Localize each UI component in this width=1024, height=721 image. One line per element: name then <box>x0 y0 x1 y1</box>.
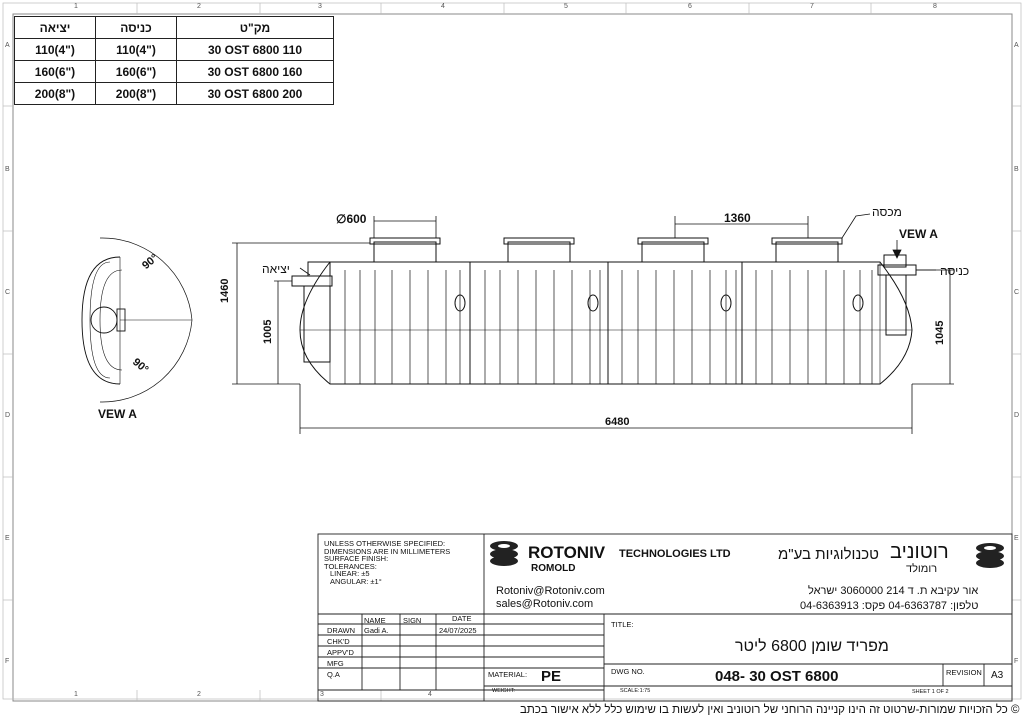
revision-label: REVISION <box>946 668 982 677</box>
sheet-label: SHEET 1 OF 2 <box>912 689 949 695</box>
zone-row-c: C <box>5 289 11 296</box>
diameter-value: 600 <box>346 212 367 226</box>
zone-col-5: 5 <box>564 3 568 10</box>
company-sub-he: רומולד <box>906 563 938 575</box>
weight-label: WEIGHT: <box>492 688 515 694</box>
note-line: UNLESS OTHERWISE SPECIFIED: <box>324 539 446 548</box>
note-line: SURFACE FINISH: <box>324 554 389 564</box>
view-a-title: VEW A <box>98 407 137 421</box>
company-sub-en: ROMOLD <box>531 563 576 574</box>
title-label: TITLE: <box>611 620 634 629</box>
drawn-date: 24/07/2025 <box>439 626 477 635</box>
cover-label: מכסה <box>872 205 902 219</box>
cell-outlet: 160(6") <box>15 61 96 83</box>
revision-value: A3 <box>991 670 1004 681</box>
angle-bottom-label: 90° <box>130 356 151 376</box>
zone-col-3: 3 <box>318 3 322 10</box>
angle-top-label: 90° <box>140 252 161 272</box>
zone-col-1-bottom: 1 <box>74 691 78 698</box>
row-drawn: DRAWN <box>327 626 356 635</box>
zone-col-2: 2 <box>197 3 201 10</box>
zone-col-4-bottom: 4 <box>428 691 432 698</box>
email-sales[interactable]: sales@Rotoniv.com <box>496 598 594 610</box>
cell-sku: 30 OST 6800 200 <box>177 83 334 105</box>
row-checked: CHK'D <box>327 637 350 646</box>
cell-sku: 30 OST 6800 110 <box>177 39 334 61</box>
copyright-notice: © כל הזכויות שמורות-שרטוט זה הינו קניינה הרוחני של רוטוניב ואין לעשות בו שימוש כלל ללא אישור בכתב <box>520 704 1020 716</box>
header-inlet: כניסה <box>96 17 177 39</box>
material-label: MATERIAL: <box>488 670 528 679</box>
company-name-en: ROTONIV <box>528 543 606 562</box>
inlet-height-label: 1045 <box>934 320 946 345</box>
note-line: ANGULAR: ±1° <box>330 576 382 586</box>
zone-col-4: 4 <box>441 3 445 10</box>
rotoniv-he-logo-icon <box>976 543 1004 568</box>
view-a-callout: VEW A <box>899 227 938 241</box>
cell-sku: 30 OST 6800 160 <box>177 61 334 83</box>
zone-row-b-right: B <box>1014 166 1019 173</box>
cell-inlet: 110(4") <box>96 39 177 61</box>
company-suffix-he: טכנולוגיות בע"מ <box>778 546 879 563</box>
diameter-symbol: ∅ <box>336 212 347 226</box>
phone-fax-he: טלפון: 04-6363787 פקס: 04-6363913 <box>800 600 979 612</box>
dwg-no-label: DWG NO. <box>611 667 645 676</box>
company-suffix-en: TECHNOLOGIES LTD <box>619 548 731 560</box>
drawn-by-name: Gadi A. <box>364 626 389 635</box>
zone-row-f-right: F <box>1014 658 1019 665</box>
zone-row-e: E <box>5 535 10 542</box>
row-approved: APPV'D <box>327 648 354 657</box>
length-label: 6480 <box>605 416 630 428</box>
zone-row-a-right: A <box>1014 42 1019 49</box>
zone-col-6: 6 <box>688 3 692 10</box>
outlet-height-label: 1005 <box>262 319 274 344</box>
title-value: מפריד שומן 6800 ליטר <box>735 638 889 655</box>
col-name-header: NAME <box>364 616 386 625</box>
col-sign-header: SIGN <box>403 616 422 625</box>
dwg-no-value: 048- 30 OST 6800 <box>715 668 839 685</box>
zone-row-d-right: D <box>1014 412 1020 419</box>
zone-col-7: 7 <box>810 3 814 10</box>
cell-outlet: 200(8") <box>15 83 96 105</box>
zone-row-b: B <box>5 166 10 173</box>
notes-block <box>324 540 450 586</box>
zone-row-a: A <box>5 42 10 49</box>
email-primary[interactable]: Rotoniv@Rotoniv.com <box>496 585 605 597</box>
note-line: TOLERANCES: <box>324 561 377 571</box>
note-line: LINEAR: ±5 <box>330 569 370 579</box>
zone-row-e-right: E <box>1014 535 1019 542</box>
zone-col-3-bottom: 3 <box>320 691 324 698</box>
zone-row-d: D <box>5 412 11 419</box>
zone-col-1: 1 <box>74 3 78 10</box>
header-outlet: יציאה <box>15 17 96 39</box>
row-mfg: MFG <box>327 659 344 668</box>
cell-inlet: 160(6") <box>96 61 177 83</box>
zone-row-c-right: C <box>1014 289 1020 296</box>
company-brand-he: רוטוניב <box>890 541 949 563</box>
note-line: DIMENSIONS ARE IN MILLIMETERS <box>324 546 451 556</box>
height-total-label: 1460 <box>219 278 231 303</box>
spacing-label: 1360 <box>724 211 751 225</box>
cell-outlet: 110(4") <box>15 39 96 61</box>
inlet-label: כניסה <box>940 264 970 278</box>
zone-row-f: F <box>5 658 10 665</box>
rotoniv-logo-icon <box>490 541 518 566</box>
zone-col-2-bottom: 2 <box>197 691 201 698</box>
cell-inlet: 200(8") <box>96 83 177 105</box>
scale-label: SCALE:1:75 <box>620 688 651 694</box>
col-date-header: DATE <box>452 614 472 623</box>
address-he: אור עקיבא ת. ד 214 3060000 ישראל <box>808 585 979 597</box>
header-sku: מק"ט <box>177 17 334 39</box>
row-qa: Q.A <box>327 670 340 679</box>
material-value: PE <box>541 668 562 685</box>
zone-col-8: 8 <box>933 3 937 10</box>
outlet-label: יציאה <box>262 262 290 276</box>
